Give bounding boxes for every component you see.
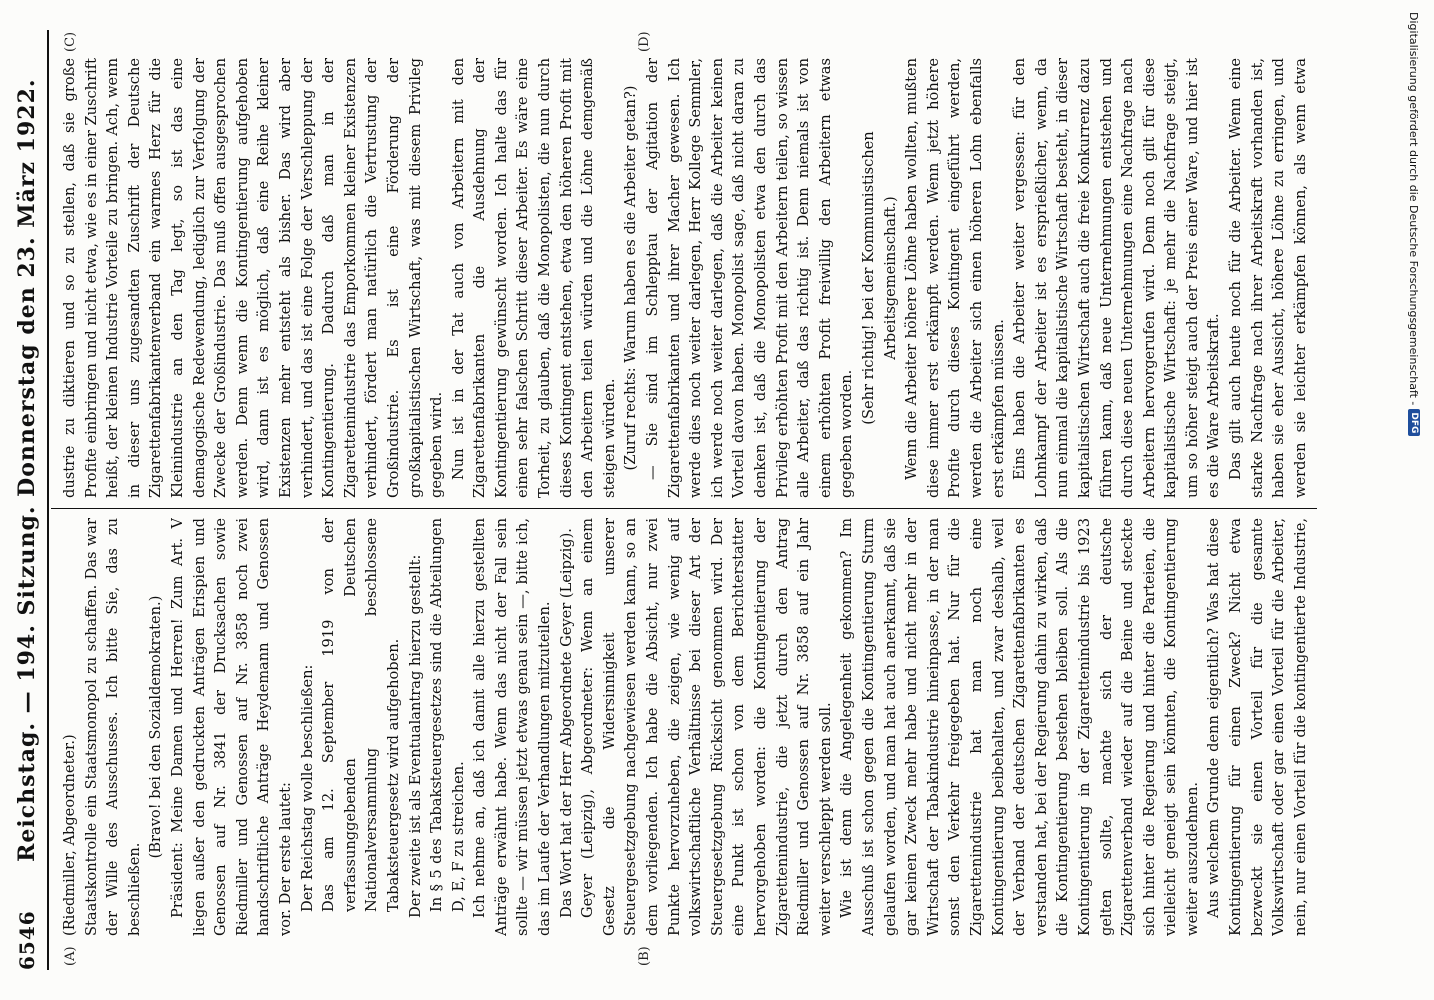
page-number: 6546: [15, 910, 39, 970]
paragraph: Der zweite ist als Eventualantrag hierzu gestellt:: [406, 554, 424, 918]
running-header: [7, 30, 49, 970]
paragraph: (Zuruf rechts: Warum haben es die Arbeiter getan?): [622, 85, 640, 471]
margin-mark-c: (C): [63, 31, 78, 52]
paragraph: Der Reichstag wolle beschließen:: [298, 664, 316, 912]
margin-mark-d: (D): [637, 31, 652, 52]
paragraph: In § 5 des Tabaksteuergesetzes sind die Abteilungen D, E, F zu streichen.: [428, 518, 467, 912]
paragraph: Staatskontrolle ein Staatsmonopol zu schaffen. Das war der Wille des Ausschusses. Ich bitte Sie, das zu beschließen.: [82, 518, 143, 936]
column-divider: [51, 508, 1317, 509]
paragraph: (Bravo! bei den Sozialdemokraten.): [147, 595, 165, 859]
credit-text: Digitalisierung gefördert durch die Deutsche Forschungsgemeinschaft -: [1407, 12, 1421, 406]
paragraph: (Sehr richtig! bei der Kommunistischen Arbeitsgemeinschaft.): [859, 131, 899, 425]
header-title: Reichstag. — 194. Sitzung. Donnerstag den 23. März 1922.: [14, 78, 40, 862]
margin-mark-b: (B): [637, 946, 652, 966]
margin-mark-a: (A): [63, 946, 78, 966]
paragraph: Das gilt auch heute noch für die Arbeiter. Wenn eine starke Nachfrage nach ihrer Arbeitskraft vorhanden ist, haben sie eher Aussicht, höhere Löhne zu erringen, und werden sie leichter erkämpfen können, als wenn etwa: [1227, 58, 1309, 498]
paragraph: — Sie sind im Schlepptau der Agitation der Zigarettenfabrikanten und ihrer Macher gewesen. Ich werde dies noch weiter darlegen, Herr Kollege Semmler, ich werde noch weiter darlegen, daß die Arbeiter keinen Vorteil davon haben. Monopolist sage, daß nicht daran zu denken ist, daß die Monopolisten etwa den durch das Privileg erhöhten Profit mit den Arbeitern teilen, so wissen alle Arbeiter, daß das richtig ist. Denn niemals ist von einem erhöhten Profit freiwillig den Arbeitern etwas gegeben worden.: [644, 58, 856, 498]
paragraph: Nun ist in der Tat auch von Arbeitern mit den Zigarettenfabrikanten die Ausdehnung der Kontingentierung gewünscht worden. Ich halte das für einen sehr falschen Schritt dieser Arbeiter. Es wäre eine Torheit, zu glauben, daß die Monopolisten, die nun durch dieses Kontingent entstehen, etwa den höheren Profit mit den Arbeitern teilen würden und die Löhne demgemäß steigen würden.: [449, 58, 618, 498]
paragraph: Eins haben die Arbeiter weiter vergessen: für den Lohnkampf der Arbeiter ist es ersprießlicher, wenn, da nun einmal die kapitalistische Wirtschaft besteht, in dieser kapitalistischen Wirtschaft auch die freie Konkurrenz dazu führen kann, daß neue Unternehmungen entstehen und durch diese neuen Unternehmungen eine Nachfrage nach Arbeitern hervorgerufen wird. Denn noch gilt für diese kapitalistische Wirtschaft: je mehr die Nachfrage steigt, um so höher steigt auch der Preis einer Ware, und hier ist es die Ware Arbeitskraft.: [1011, 58, 1223, 498]
paragraph: dustrie zu diktieren und so zu stellen, daß sie große Profite einbringen und nicht etwa, wie es in einer Zuschrift heißt, der kleinen Industrie Vorteile zu bringen. Ach, wenn in dieser uns zugesandten Zuschrift der Deutsche Zigarettenfabrikantenverband ein warmes Herz für die Kleinindustrie an den Tag legt, so ist das eine demagogische Redewendung, lediglich zur Verfolgung der Zwecke der Großindustrie. Das muß offen ausgesprochen werden. Denn wenn die Kontingentierung aufgehoben wird, dann ist es möglich, daß eine Reihe kleiner Existenzen mehr entsteht als bisher. Das wird aber verhindert, und das ist eine Folge der Verschleppung der Kontingentierung. Dadurch daß man in der Zigarettenindustrie das Emporkommen kleiner Existenzen verhindert, fördert man natürlich die Vertrustung der Großindustrie. Es ist eine Förderung der großkapitalistischen Wirtschaft, was mit diesem Privileg gegeben wird.: [61, 58, 446, 498]
left-text-column: [59, 518, 1313, 936]
paragraph: Das am 12. September 1919 von der verfassunggebenden Deutschen Nationalversammlung beschlossene Tabaksteuergesetz wird aufgehoben.: [320, 518, 402, 912]
digitization-credit: [1404, 12, 1424, 988]
paragraph: Präsident: Meine Damen und Herren! Zum Art. V liegen außer den gedruckten Anträgen Erispien und Genossen auf Nr. 3841 der Drucksachen sowie Riedmiller und Genossen auf Nr. 3858 noch zwei handschriftliche Anträge Heydemann und Genossen vor. Der erste lautet:: [168, 518, 294, 936]
paragraph: Geyer (Leipzig), Abgeordneter: Wenn an einem Gesetz die Widersinnigkeit unserer Steuergesetzgebung nachgewiesen werden kann, so an dem vorliegenden. Ich habe die Absicht, nur zwei Punkte hervorzuheben, die zeigen, wie wenig auf volkswirtschaftliche Verhältnisse bei dieser Art der Steuergesetzgebung Rücksicht genommen wird. Der eine Punkt ist schon von dem Berichterstatter hervorgehoben worden: die Kontingentierung der Zigarettenindustrie, die jetzt durch den Antrag Riedmiller und Genossen auf Nr. 3858 auf ein Jahr weiter verschleppt werden soll.: [579, 518, 834, 936]
dfg-logo: DFG: [1408, 409, 1420, 436]
rotated-document-page: [7, 30, 1317, 970]
right-text-column: [59, 58, 1313, 498]
paragraph: Wie ist denn die Angelegenheit gekommen? Im Ausschuß ist schon gegen die Kontingentierung Sturm gelaufen worden, und man hat auch anerkannt, daß sie gar keinen Zweck mehr habe und nicht mehr in der Wirtschaft der Tabakindustrie hineinpasse, in der man sonst den Verkehr freigegeben hat. Nur für die Zigarettenindustrie hat man noch eine Kontingentierung beibehalten, und zwar deshalb, weil der Verband der deutschen Zigarettenfabrikanten es verstanden hat, bei der Regierung dahin zu wirken, daß die Kontingentierung bestehen bleiben soll. Als die Kontingentierung in der Zigarettenindustrie bis 1923 gelten sollte, machte sich der deutsche Zigarettenverband wieder auf die Beine und steckte sich hinter die Regierung und hinter die Parteien, die vielleicht geneigt sein könnten, die Kontingentierung weiter auszudehnen.: [838, 518, 1201, 936]
paragraph: Aus welchem Grunde denn eigentlich? Was hat diese Kontingentierung für einen Zweck? Nicht etwa bezweckt sie einen Vorteil für die gesamte Volkswirtschaft oder gar einen Vorteil für die Arbeiter, nein, nur einen Vorteil für die kontingentierte Industrie,: [1205, 518, 1309, 936]
paragraph: Ich nehme an, daß ich damit alle hierzu gestellten Anträge erwähnt habe. Wenn das nicht der Fall sein sollte — wir müssen jetzt etwas genau sein —, bitte ich, das im Laufe der Verhandlungen mitzuteilen.: [471, 518, 554, 936]
paragraph: (Riedmiller, Abgeordneter.): [61, 734, 78, 936]
paragraph: Das Wort hat der Herr Abgeordnete Geyer (Leipzig).: [557, 528, 575, 918]
paragraph: Wenn die Arbeiter höhere Löhne haben wollten, mußten diese immer erst erkämpft werden. Wenn jetzt höhere Profite durch dieses Kontingent eingeführt werden, werden die Arbeiter sich einen höheren Lohn ebenfalls erst erkämpfen müssen.: [903, 58, 1007, 498]
